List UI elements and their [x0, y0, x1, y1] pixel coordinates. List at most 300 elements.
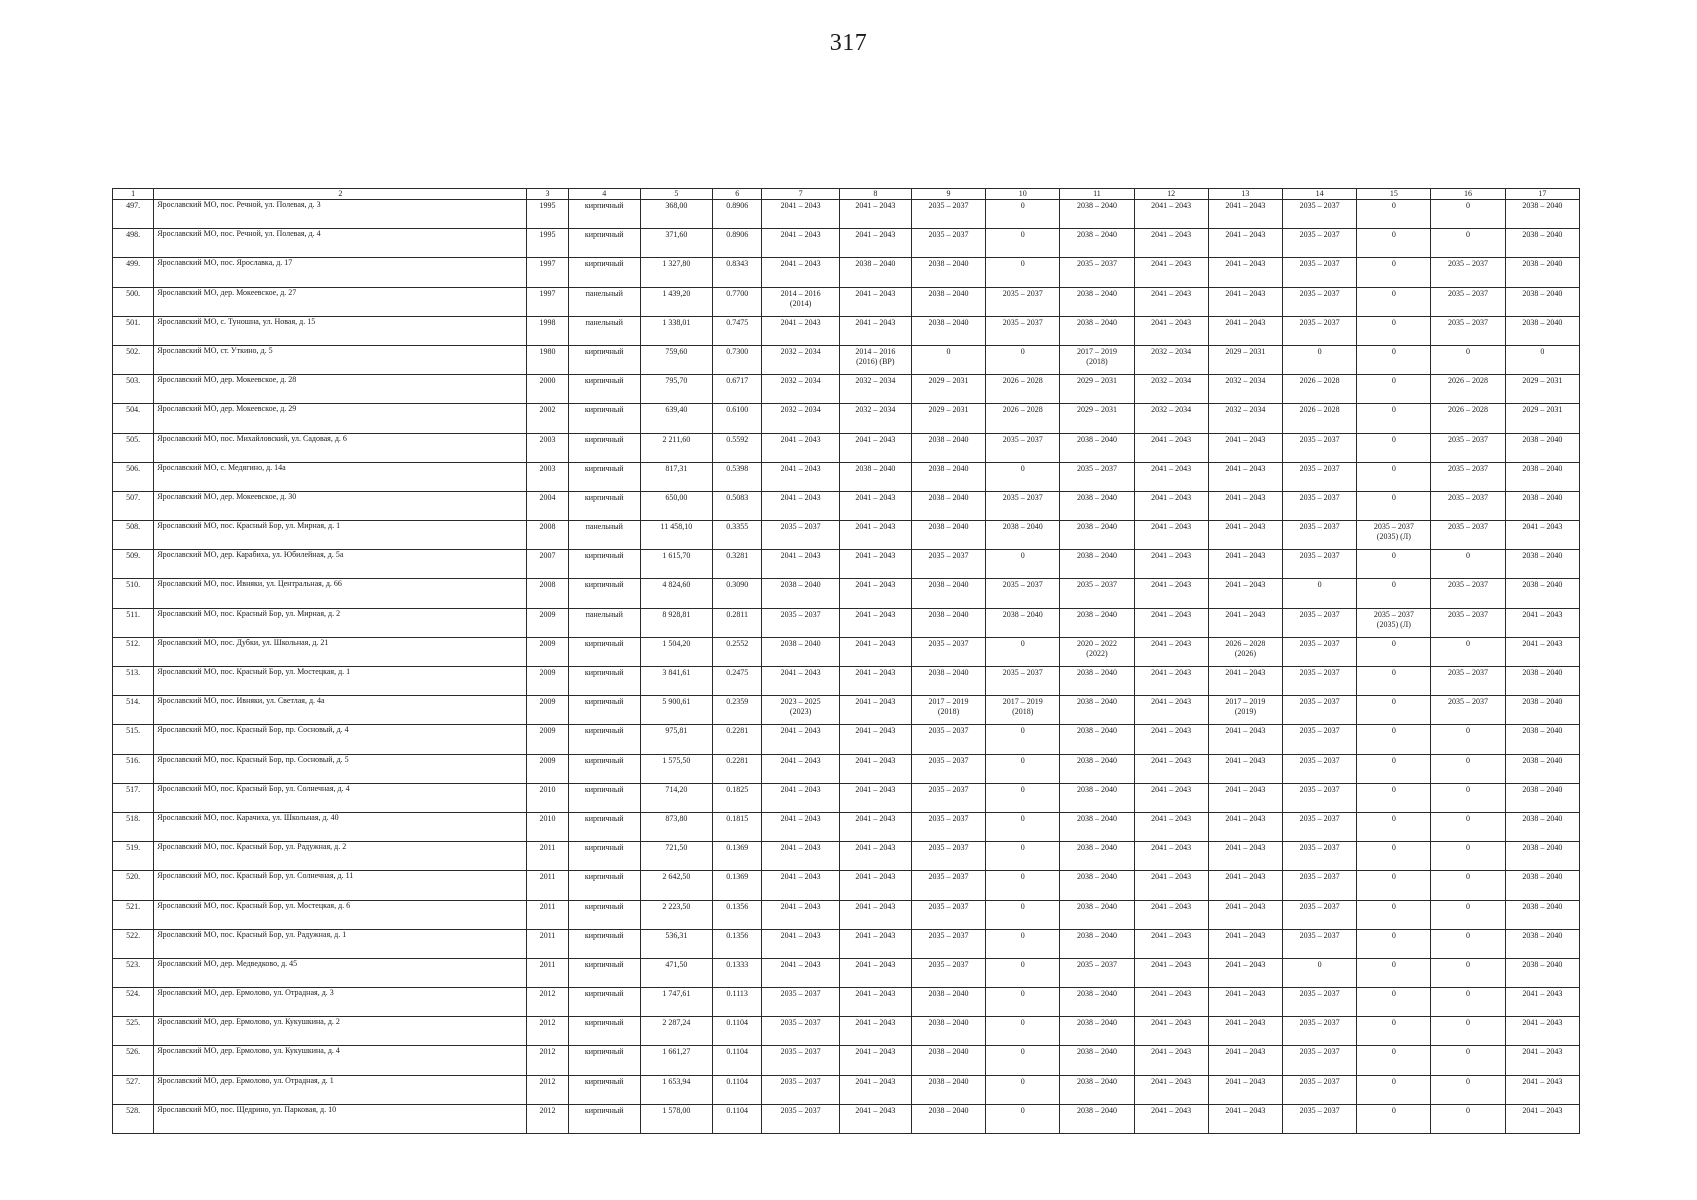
table-cell: кирпичный	[568, 462, 640, 491]
table-cell: 0	[986, 462, 1060, 491]
table-cell: 2035 – 2037	[1283, 200, 1357, 229]
table-cell: 2041 – 2043	[839, 491, 911, 520]
table-cell: 1 338,01	[640, 316, 712, 345]
table-cell: 2041 – 2043	[762, 316, 839, 345]
table-cell: 2012	[527, 1017, 568, 1046]
table-cell: 2038 – 2040	[986, 521, 1060, 550]
table-cell: 1997	[527, 258, 568, 287]
column-header-11: 11	[1060, 189, 1134, 200]
table-cell: 2041 – 2043	[839, 754, 911, 783]
table-cell: 2041 – 2043	[1505, 521, 1579, 550]
table-cell: 0.1356	[712, 900, 761, 929]
table-cell: 2041 – 2043	[1134, 812, 1208, 841]
table-cell: 0	[1357, 900, 1431, 929]
table-cell: 522.	[113, 929, 154, 958]
table-cell: 721,50	[640, 842, 712, 871]
table-row	[113, 754, 1580, 783]
address-cell: Ярославский МО, пос. Красный Бор, ул. Мостецкая, д. 6	[154, 900, 527, 929]
header-row	[113, 189, 1580, 200]
table-cell: 2038 – 2040	[911, 667, 985, 696]
table-cell: 1 327,80	[640, 258, 712, 287]
table-cell: 0.6717	[712, 375, 761, 404]
table-cell: 714,20	[640, 783, 712, 812]
table-cell: 2038 – 2040	[1505, 579, 1579, 608]
table-cell: 2038 – 2040	[839, 462, 911, 491]
table-cell: 1995	[527, 229, 568, 258]
table-cell: 2041 – 2043	[1505, 1075, 1579, 1104]
table-cell: 525.	[113, 1017, 154, 1046]
table-cell: 0	[1431, 229, 1505, 258]
table-cell: 2041 – 2043	[1134, 200, 1208, 229]
table-cell: 2035 – 2037	[1283, 1046, 1357, 1075]
column-header-3: 3	[527, 189, 568, 200]
table-cell: кирпичный	[568, 404, 640, 433]
table-cell: 2041 – 2043	[1208, 667, 1282, 696]
column-header-2: 2	[154, 189, 527, 200]
address-cell: Ярославский МО, дер. Мокеевское, д. 27	[154, 287, 527, 316]
table-cell: 2041 – 2043	[839, 200, 911, 229]
table-cell: 2041 – 2043	[762, 783, 839, 812]
table-cell: 2041 – 2043	[1134, 929, 1208, 958]
address-cell: Ярославский МО, пос. Красный Бор, пр. Сосновый, д. 4	[154, 725, 527, 754]
table-cell: 2035 – 2037	[1283, 521, 1357, 550]
table-cell: 2035 – 2037	[1060, 258, 1134, 287]
table-row	[113, 433, 1580, 462]
table-cell: 2035 – 2037	[1431, 287, 1505, 316]
table-cell: 518.	[113, 812, 154, 841]
address-cell: Ярославский МО, пос. Красный Бор, ул. Мостецкая, д. 1	[154, 667, 527, 696]
table-cell: 2029 – 2031	[1208, 345, 1282, 374]
table-row	[113, 637, 1580, 666]
table-cell: 2041 – 2043	[762, 958, 839, 987]
table-cell: 0	[1431, 200, 1505, 229]
table-cell: 0	[986, 783, 1060, 812]
table-cell: 0.1369	[712, 842, 761, 871]
table-cell: 1 578,00	[640, 1104, 712, 1133]
table-cell: 2035 – 2037	[1431, 696, 1505, 725]
table-cell: 2041 – 2043	[839, 316, 911, 345]
table-cell: 2026 – 2028	[1431, 375, 1505, 404]
table-cell: 498.	[113, 229, 154, 258]
table-cell: 2 211,60	[640, 433, 712, 462]
table-cell: 2041 – 2043	[762, 754, 839, 783]
table-cell: 0	[986, 812, 1060, 841]
table-cell: 0	[1431, 637, 1505, 666]
table-cell: 2038 – 2040	[911, 1046, 985, 1075]
table-cell: 0	[1357, 345, 1431, 374]
table-cell: 2041 – 2043	[1208, 258, 1282, 287]
address-cell: Ярославский МО, пос. Красный Бор, ул. Мирная, д. 1	[154, 521, 527, 550]
table-cell: 0.1369	[712, 871, 761, 900]
table-cell: 2038 – 2040	[911, 1104, 985, 1133]
address-cell: Ярославский МО, пос. Ярославка, д. 17	[154, 258, 527, 287]
table-cell: 2038 – 2040	[1505, 550, 1579, 579]
table-cell: 501.	[113, 316, 154, 345]
table-cell: 2038 – 2040	[839, 258, 911, 287]
table-row	[113, 1046, 1580, 1075]
table-cell: 0	[1283, 958, 1357, 987]
table-cell: 2041 – 2043	[1208, 287, 1282, 316]
table-cell: 2035 – 2037	[1283, 725, 1357, 754]
address-cell: Ярославский МО, пос. Михайловский, ул. Садовая, д. 6	[154, 433, 527, 462]
table-cell: 0	[1283, 579, 1357, 608]
table-cell: 0.2281	[712, 754, 761, 783]
table-cell: 0	[1357, 754, 1431, 783]
table-cell: 2038 – 2040	[911, 433, 985, 462]
table-cell: 2038 – 2040	[1060, 929, 1134, 958]
table-cell: 2038 – 2040	[1060, 1046, 1134, 1075]
address-cell: Ярославский МО, пос. Ивняки, ул. Светлая, д. 4а	[154, 696, 527, 725]
table-cell: 521.	[113, 900, 154, 929]
table-cell: 2038 – 2040	[1060, 1104, 1134, 1133]
table-cell: 2011	[527, 958, 568, 987]
table-cell: 2035 – 2037	[911, 842, 985, 871]
table-cell: 0	[1357, 200, 1431, 229]
table-cell: 2041 – 2043	[1134, 579, 1208, 608]
table-cell: 2035 – 2037	[1283, 229, 1357, 258]
column-header-10: 10	[986, 189, 1060, 200]
table-cell: 519.	[113, 842, 154, 871]
table-cell: 0	[1431, 1104, 1505, 1133]
table-cell: 2035 – 2037	[1283, 929, 1357, 958]
table-cell: 2041 – 2043	[1208, 1075, 1282, 1104]
table-row	[113, 521, 1580, 550]
table-row	[113, 696, 1580, 725]
table-row	[113, 462, 1580, 491]
table-cell: 2038 – 2040	[1060, 200, 1134, 229]
table-cell: 2012	[527, 1075, 568, 1104]
table-cell: кирпичный	[568, 491, 640, 520]
column-header-8: 8	[839, 189, 911, 200]
table-cell: 2041 – 2043	[1134, 229, 1208, 258]
table-cell: 2035 – 2037	[1283, 287, 1357, 316]
address-cell: Ярославский МО, пос. Красный Бор, ул. Радужная, д. 2	[154, 842, 527, 871]
address-cell: Ярославский МО, дер. Ермолово, ул. Отрадная, д. 1	[154, 1075, 527, 1104]
table-cell: 2017 – 2019 (2019)	[1208, 696, 1282, 725]
table-cell: 2041 – 2043	[1134, 667, 1208, 696]
table-cell: 2041 – 2043	[839, 433, 911, 462]
table-cell: 2038 – 2040	[1060, 1017, 1134, 1046]
table-cell: 2038 – 2040	[1505, 433, 1579, 462]
table-row	[113, 812, 1580, 841]
table-cell: 2012	[527, 1104, 568, 1133]
table-cell: 2002	[527, 404, 568, 433]
table-cell: кирпичный	[568, 345, 640, 374]
table-cell: 2035 – 2037	[762, 1017, 839, 1046]
table-cell: 2032 – 2034	[1134, 345, 1208, 374]
table-cell: 2041 – 2043	[839, 1017, 911, 1046]
table-cell: кирпичный	[568, 783, 640, 812]
table-cell: 0	[1431, 1075, 1505, 1104]
table-cell: 0.3355	[712, 521, 761, 550]
table-cell: 2026 – 2028	[1283, 404, 1357, 433]
table-cell: 2041 – 2043	[1208, 958, 1282, 987]
table-cell: 2041 – 2043	[839, 842, 911, 871]
table-cell: 0.2281	[712, 725, 761, 754]
table-cell: 2026 – 2028	[986, 404, 1060, 433]
table-cell: 0.1104	[712, 1046, 761, 1075]
table-cell: 2038 – 2040	[1505, 929, 1579, 958]
table-cell: 2041 – 2043	[1134, 521, 1208, 550]
table-cell: 2035 – 2037	[911, 550, 985, 579]
table-cell: 759,60	[640, 345, 712, 374]
table-cell: 2038 – 2040	[911, 988, 985, 1017]
table-cell: 2 642,50	[640, 871, 712, 900]
table-cell: 2011	[527, 929, 568, 958]
address-cell: Ярославский МО, с. Медягино, д. 14а	[154, 462, 527, 491]
table-cell: 2020 – 2022 (2022)	[1060, 637, 1134, 666]
table-cell: 0	[986, 1046, 1060, 1075]
table-cell: 0.1333	[712, 958, 761, 987]
table-cell: 1 615,70	[640, 550, 712, 579]
table-cell: 2041 – 2043	[1134, 433, 1208, 462]
table-cell: кирпичный	[568, 1046, 640, 1075]
table-cell: 2010	[527, 783, 568, 812]
table-cell: 2041 – 2043	[1134, 462, 1208, 491]
table-cell: 2041 – 2043	[839, 1104, 911, 1133]
table-cell: 0	[1357, 812, 1431, 841]
table-cell: 2035 – 2037	[762, 988, 839, 1017]
address-cell: Ярославский МО, дер. Медведково, д. 45	[154, 958, 527, 987]
address-cell: Ярославский МО, дер. Ермолово, ул. Кукушкина, д. 4	[154, 1046, 527, 1075]
table-cell: 2035 – 2037	[1283, 608, 1357, 637]
table-cell: 2011	[527, 871, 568, 900]
table-cell: кирпичный	[568, 229, 640, 258]
table-cell: 2035 – 2037	[911, 958, 985, 987]
table-cell: 2041 – 2043	[1208, 1017, 1282, 1046]
table-cell: кирпичный	[568, 842, 640, 871]
table-cell: 2035 – 2037	[986, 667, 1060, 696]
table-cell: 0.1825	[712, 783, 761, 812]
table-cell: 2041 – 2043	[1134, 1075, 1208, 1104]
table-cell: 0.1104	[712, 1075, 761, 1104]
table-cell: 2035 – 2037	[1283, 550, 1357, 579]
address-cell: Ярославский МО, с. Туношна, ул. Новая, д. 15	[154, 316, 527, 345]
table-row	[113, 1017, 1580, 1046]
table-cell: 2032 – 2034	[1208, 375, 1282, 404]
table-cell: 513.	[113, 667, 154, 696]
table-cell: 2041 – 2043	[1134, 842, 1208, 871]
table-row	[113, 200, 1580, 229]
table-cell: 0.2359	[712, 696, 761, 725]
table-cell: 2035 – 2037	[1060, 462, 1134, 491]
table-cell: 2026 – 2028	[986, 375, 1060, 404]
table-cell: 2041 – 2043	[1208, 462, 1282, 491]
table-cell: 2035 – 2037	[911, 900, 985, 929]
table-cell: 2035 – 2037	[911, 200, 985, 229]
table-cell: 2035 – 2037	[1431, 608, 1505, 637]
table-cell: кирпичный	[568, 1017, 640, 1046]
table-cell: 497.	[113, 200, 154, 229]
address-cell: Ярославский МО, дер. Мокеевское, д. 30	[154, 491, 527, 520]
housing-table-container	[112, 188, 1580, 1134]
table-cell: 0	[1357, 783, 1431, 812]
table-cell: 0	[1357, 725, 1431, 754]
housing-table	[112, 188, 1580, 1134]
table-cell: 509.	[113, 550, 154, 579]
table-cell: 0	[1431, 1017, 1505, 1046]
table-cell: 2035 – 2037	[911, 812, 985, 841]
table-cell: 2041 – 2043	[1208, 579, 1282, 608]
table-cell: 0	[986, 871, 1060, 900]
table-cell: 2041 – 2043	[1505, 1017, 1579, 1046]
address-cell: Ярославский МО, дер. Ермолово, ул. Кукушкина, д. 2	[154, 1017, 527, 1046]
table-cell: 0	[986, 754, 1060, 783]
table-cell: 2041 – 2043	[762, 229, 839, 258]
table-cell: 0	[986, 258, 1060, 287]
table-cell: 2035 – 2037	[1283, 871, 1357, 900]
column-header-7: 7	[762, 189, 839, 200]
table-cell: 2041 – 2043	[1208, 725, 1282, 754]
table-cell: 2009	[527, 608, 568, 637]
table-cell: 2041 – 2043	[1134, 783, 1208, 812]
table-cell: 0	[986, 345, 1060, 374]
table-cell: 4 824,60	[640, 579, 712, 608]
table-cell: 2007	[527, 550, 568, 579]
table-cell: 2041 – 2043	[1208, 229, 1282, 258]
table-cell: 2035 – 2037	[1283, 462, 1357, 491]
table-cell: 2041 – 2043	[1208, 754, 1282, 783]
table-cell: 0.8906	[712, 229, 761, 258]
table-cell: 2032 – 2034	[1134, 404, 1208, 433]
table-cell: 0	[1357, 258, 1431, 287]
table-cell: 2029 – 2031	[1060, 404, 1134, 433]
table-cell: 2038 – 2040	[1505, 696, 1579, 725]
table-cell: 0	[1357, 929, 1431, 958]
table-cell: 2000	[527, 375, 568, 404]
table-cell: 0	[1357, 667, 1431, 696]
table-cell: 2014 – 2016 (2016) (ВР)	[839, 345, 911, 374]
table-cell: 0	[986, 929, 1060, 958]
table-cell: 2038 – 2040	[1060, 783, 1134, 812]
table-cell: 0	[986, 988, 1060, 1017]
table-row	[113, 345, 1580, 374]
table-cell: 0	[1357, 404, 1431, 433]
table-cell: 2035 – 2037	[1283, 433, 1357, 462]
table-cell: 2035 – 2037	[911, 783, 985, 812]
table-cell: 0	[1357, 988, 1431, 1017]
table-cell: 2038 – 2040	[1505, 316, 1579, 345]
table-cell: 2038 – 2040	[1060, 521, 1134, 550]
table-cell: 503.	[113, 375, 154, 404]
table-row	[113, 404, 1580, 433]
table-cell: 0.5398	[712, 462, 761, 491]
table-cell: 0	[986, 842, 1060, 871]
table-cell: 524.	[113, 988, 154, 1017]
table-cell: 2041 – 2043	[839, 550, 911, 579]
address-cell: Ярославский МО, дер. Ермолово, ул. Отрадная, д. 3	[154, 988, 527, 1017]
table-cell: 2035 – 2037	[1283, 900, 1357, 929]
table-cell: 2038 – 2040	[1060, 287, 1134, 316]
table-cell: 2035 – 2037	[1431, 258, 1505, 287]
table-header	[113, 189, 1580, 200]
table-cell: 2041 – 2043	[1505, 988, 1579, 1017]
table-cell: 0	[1431, 842, 1505, 871]
table-cell: 2035 – 2037	[762, 608, 839, 637]
table-cell: 2009	[527, 696, 568, 725]
table-cell: 2041 – 2043	[762, 667, 839, 696]
table-cell: 0	[1431, 754, 1505, 783]
table-cell: 2041 – 2043	[1134, 1046, 1208, 1075]
table-cell: 2041 – 2043	[1505, 1046, 1579, 1075]
table-cell: 2041 – 2043	[839, 579, 911, 608]
table-cell: 2009	[527, 637, 568, 666]
table-cell: 2035 – 2037	[1283, 696, 1357, 725]
table-cell: 2041 – 2043	[1208, 929, 1282, 958]
table-cell: 0	[1357, 1046, 1431, 1075]
table-cell: 2038 – 2040	[911, 608, 985, 637]
table-cell: 2041 – 2043	[839, 725, 911, 754]
table-cell: 1 653,94	[640, 1075, 712, 1104]
table-cell: 2041 – 2043	[839, 988, 911, 1017]
address-cell: Ярославский МО, пос. Красный Бор, ул. Радужная, д. 1	[154, 929, 527, 958]
table-cell: 2035 – 2037	[1431, 579, 1505, 608]
table-cell: 2041 – 2043	[1505, 608, 1579, 637]
table-cell: 2004	[527, 491, 568, 520]
table-cell: 2035 – 2037	[1283, 783, 1357, 812]
table-cell: 2041 – 2043	[1134, 1104, 1208, 1133]
table-cell: 2038 – 2040	[911, 316, 985, 345]
table-cell: 0	[1431, 929, 1505, 958]
table-cell: 0	[1357, 871, 1431, 900]
column-header-14: 14	[1283, 189, 1357, 200]
table-cell: 2041 – 2043	[762, 812, 839, 841]
table-cell: 2035 – 2037	[911, 637, 985, 666]
table-cell: 2038 – 2040	[1505, 667, 1579, 696]
table-cell: 2035 – 2037	[911, 871, 985, 900]
table-row	[113, 871, 1580, 900]
table-cell: 1 504,20	[640, 637, 712, 666]
address-cell: Ярославский МО, пос. Красный Бор, пр. Сосновый, д. 5	[154, 754, 527, 783]
table-cell: 0.1104	[712, 1104, 761, 1133]
table-cell: 0	[1431, 550, 1505, 579]
table-cell: 0	[1431, 958, 1505, 987]
table-cell: 2041 – 2043	[1134, 1017, 1208, 1046]
table-cell: 2041 – 2043	[1134, 988, 1208, 1017]
table-cell: 1995	[527, 200, 568, 229]
table-cell: 516.	[113, 754, 154, 783]
table-cell: 2035 – 2037	[911, 229, 985, 258]
table-cell: 2038 – 2040	[1505, 229, 1579, 258]
table-cell: 2008	[527, 521, 568, 550]
table-cell: 650,00	[640, 491, 712, 520]
table-cell: 2035 – 2037	[1431, 521, 1505, 550]
table-cell: 1980	[527, 345, 568, 374]
table-cell: панельный	[568, 287, 640, 316]
table-cell: 2041 – 2043	[1208, 842, 1282, 871]
table-cell: 2012	[527, 1046, 568, 1075]
table-cell: 2038 – 2040	[1505, 783, 1579, 812]
table-cell: 510.	[113, 579, 154, 608]
table-row	[113, 929, 1580, 958]
table-cell: 2009	[527, 725, 568, 754]
table-cell: 2041 – 2043	[839, 958, 911, 987]
address-cell: Ярославский МО, пос. Красный Бор, ул. Мирная, д. 2	[154, 608, 527, 637]
table-cell: 2038 – 2040	[911, 1017, 985, 1046]
table-cell: 371,60	[640, 229, 712, 258]
table-cell: 0	[986, 725, 1060, 754]
address-cell: Ярославский МО, ст. Уткино, д. 5	[154, 345, 527, 374]
table-cell: 1 439,20	[640, 287, 712, 316]
table-cell: 2038 – 2040	[911, 1075, 985, 1104]
table-cell: 2035 – 2037	[911, 754, 985, 783]
table-row	[113, 375, 1580, 404]
table-cell: 2012	[527, 988, 568, 1017]
table-cell: кирпичный	[568, 637, 640, 666]
table-cell: 2041 – 2043	[1208, 433, 1282, 462]
table-cell: 2035 – 2037	[1060, 579, 1134, 608]
table-cell: 0	[1357, 696, 1431, 725]
